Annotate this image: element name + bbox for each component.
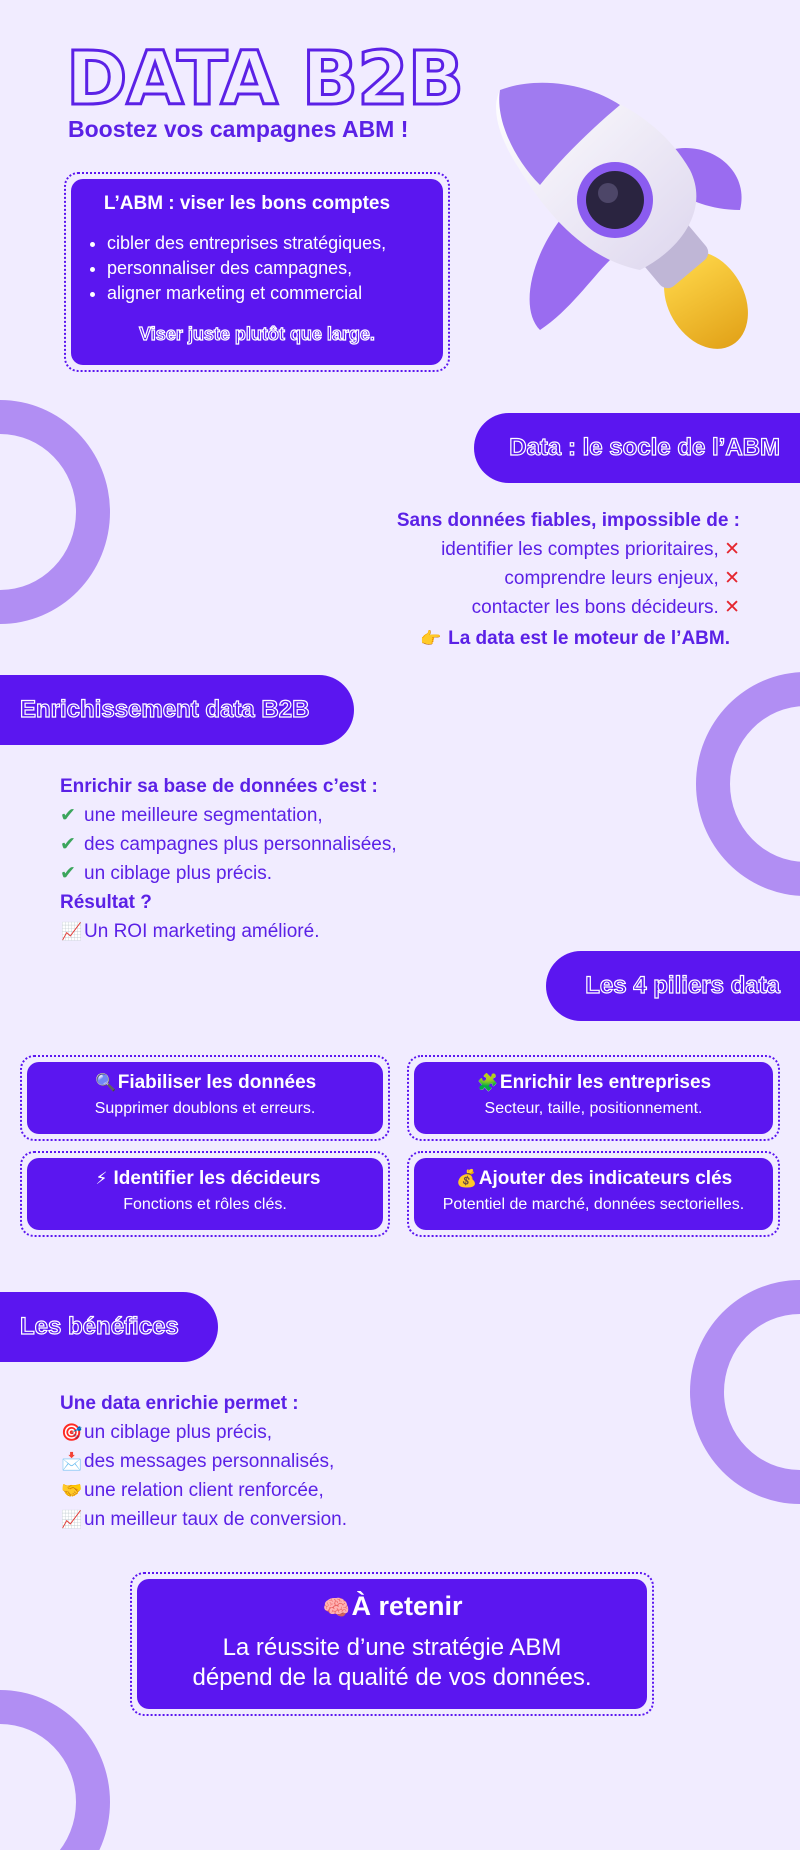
data-item: comprendre leurs enjeux, ✕	[504, 568, 740, 589]
benefit-item: 📈un meilleur taux de conversion.	[60, 1505, 540, 1534]
decor-ring-4	[0, 1690, 110, 1850]
data-section-text	[220, 506, 740, 653]
chart-up-icon: 📈	[61, 922, 83, 941]
benefit-item: 🎯un ciblage plus précis,	[60, 1418, 540, 1447]
check-icon: ✔	[60, 863, 76, 884]
takeaway-line-1: La réussite d’une stratégie ABM	[222, 1634, 562, 1661]
pillar-title: 💰Ajouter des indicateurs clés	[456, 1168, 733, 1189]
section-pill-benefits-label: Les bénéfices	[20, 1313, 179, 1340]
page-title: DATA B2B	[66, 36, 464, 122]
abm-bullet: • personnaliser des campagnes,	[107, 256, 433, 281]
takeaway-title: 🧠À retenir	[322, 1591, 463, 1621]
money-bag-icon: 💰	[456, 1169, 478, 1188]
section-pill-enrich-label: Enrichissement data B2B	[20, 696, 310, 723]
lightning-icon: ⚡	[95, 1169, 108, 1188]
data-intro: Sans données fiables, impossible de :	[396, 510, 740, 531]
decor-ring-3	[690, 1280, 800, 1504]
pillar-card	[27, 1062, 383, 1134]
abm-card-title: L’ABM : viser les bons comptes	[103, 193, 391, 214]
brain-icon: 🧠	[322, 1595, 351, 1620]
target-icon: 🎯	[61, 1423, 83, 1442]
cross-icon: ✕	[724, 539, 740, 560]
handshake-icon: 🤝	[61, 1481, 83, 1500]
pillar-desc: Fonctions et rôles clés.	[123, 1196, 287, 1213]
abm-bullet: • aligner marketing et commercial	[107, 281, 433, 306]
takeaway-line-2: dépend de la qualité de vos données.	[192, 1664, 592, 1691]
section-pill-pillars	[546, 951, 800, 1021]
pillar-card-frame	[407, 1055, 780, 1141]
pillar-desc: Supprimer doublons et erreurs.	[94, 1100, 316, 1117]
takeaway-card-frame	[130, 1572, 654, 1716]
enrich-item: ✔ une meilleure segmentation,	[60, 801, 540, 830]
benefit-item: 🤝une relation client renforcée,	[60, 1476, 540, 1505]
pillar-card	[27, 1158, 383, 1230]
data-item: contacter les bons décideurs. ✕	[471, 597, 740, 618]
pillar-desc: Potentiel de marché, données sectorielles.	[442, 1196, 745, 1213]
data-conclusion: 👉 La data est le moteur de l’ABM.	[220, 624, 730, 653]
section-pill-pillars-label: Les 4 piliers data	[585, 972, 780, 999]
pointing-hand-icon: 👉	[420, 629, 442, 648]
abm-bullet: • cibler des entreprises stratégiques,	[107, 231, 433, 256]
pillar-card-frame	[20, 1055, 390, 1141]
enrich-result: 📈Un ROI marketing amélioré.	[60, 917, 540, 946]
magnifier-icon: 🔍	[95, 1073, 117, 1092]
enrich-section-text	[60, 772, 540, 946]
benefit-item: 📩des messages personnalisés,	[60, 1447, 540, 1476]
decor-ring-2	[696, 672, 800, 896]
chart-up-icon: 📈	[61, 1510, 83, 1529]
abm-card	[71, 179, 443, 365]
benefits-section-text	[60, 1389, 540, 1534]
pillar-card-frame	[20, 1151, 390, 1237]
pillar-title: ⚡ Identifier les décideurs	[27, 1158, 383, 1190]
section-pill-benefits	[0, 1292, 218, 1362]
section-pill-data	[474, 413, 800, 483]
data-item: identifier les comptes prioritaires, ✕	[441, 539, 740, 560]
abm-card-frame	[64, 172, 450, 372]
page-subtitle: Boostez vos campagnes ABM !	[68, 116, 409, 142]
cross-icon: ✕	[724, 568, 740, 589]
enrich-item: ✔ des campagnes plus personnalisées,	[60, 830, 540, 859]
pillar-card	[414, 1062, 773, 1134]
abm-card-footer: Viser juste plutôt que large.	[139, 324, 375, 344]
envelope-icon: 📩	[61, 1452, 83, 1471]
cross-icon: ✕	[724, 597, 740, 618]
pillar-card-frame	[407, 1151, 780, 1237]
abm-card-list	[81, 231, 433, 306]
section-pill-data-label: Data : le socle de l’ABM	[509, 434, 780, 461]
enrich-item: ✔ un ciblage plus précis.	[60, 859, 540, 888]
decor-ring-1	[0, 400, 110, 624]
takeaway-card	[137, 1579, 647, 1709]
enrich-intro: Enrichir sa base de données c’est :	[60, 776, 378, 797]
pillar-title: 🔍Fiabiliser les données	[95, 1072, 317, 1093]
rocket-illustration	[470, 60, 770, 360]
puzzle-icon: 🧩	[477, 1073, 499, 1092]
enrich-result-label: Résultat ?	[60, 892, 152, 913]
check-icon: ✔	[60, 805, 76, 826]
pillar-desc: Secteur, taille, positionnement.	[484, 1100, 703, 1117]
benefits-intro: Une data enrichie permet :	[60, 1393, 299, 1414]
pillar-card	[414, 1158, 773, 1230]
check-icon: ✔	[60, 834, 76, 855]
pillar-title: 🧩Enrichir les entreprises	[477, 1072, 712, 1093]
section-pill-enrich	[0, 675, 354, 745]
